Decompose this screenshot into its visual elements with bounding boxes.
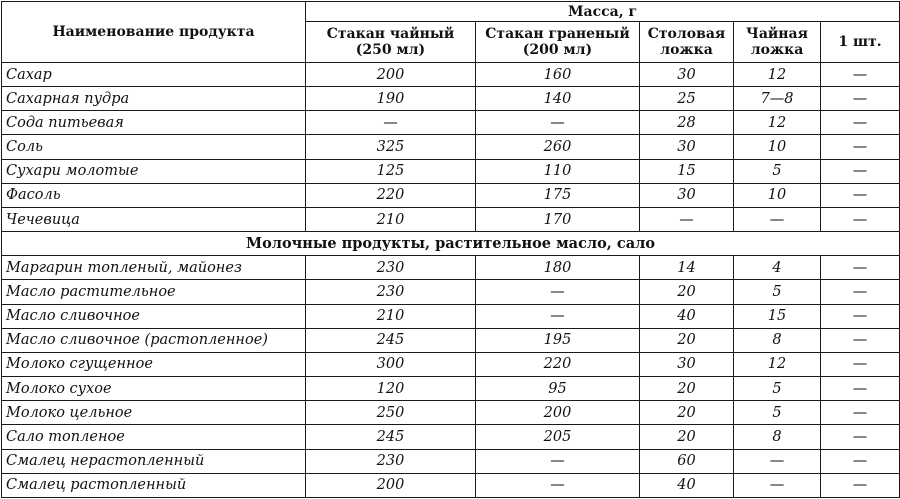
mass-value-cell: — xyxy=(306,111,476,135)
mass-value-cell: 260 xyxy=(476,135,640,159)
mass-value-cell: 230 xyxy=(306,256,476,280)
mass-value-cell: 30 xyxy=(640,352,734,376)
section-title: Молочные продукты, растительное масло, сало xyxy=(2,232,900,256)
header-glass-faceted xyxy=(476,22,640,63)
mass-value-cell: 10 xyxy=(734,135,821,159)
mass-value-cell: — xyxy=(734,473,821,497)
mass-value-cell: 10 xyxy=(734,183,821,207)
header-glass-tea xyxy=(306,22,476,63)
mass-value-cell: — xyxy=(821,183,900,207)
mass-value-cell: 180 xyxy=(476,256,640,280)
product-name-cell: Маргарин топленый, майонез xyxy=(2,256,306,280)
mass-value-cell: 250 xyxy=(306,401,476,425)
mass-value-cell: 170 xyxy=(476,207,640,231)
header-mass: Масса, г xyxy=(306,2,900,22)
mass-value-cell: 210 xyxy=(306,304,476,328)
mass-value-cell: 5 xyxy=(734,280,821,304)
mass-value-cell: 205 xyxy=(476,425,640,449)
product-name-cell: Фасоль xyxy=(2,183,306,207)
mass-value-cell: — xyxy=(821,449,900,473)
header-teaspoon xyxy=(734,22,821,63)
mass-value-cell: — xyxy=(734,449,821,473)
mass-value-cell: 230 xyxy=(306,280,476,304)
mass-value-cell: 8 xyxy=(734,328,821,352)
header-glass-tea-line1: Стакан чайный xyxy=(326,26,455,42)
mass-value-cell: — xyxy=(476,280,640,304)
product-name-cell: Чечевица xyxy=(2,207,306,231)
header-tablespoon-line1: Столовая xyxy=(647,26,726,42)
mass-value-cell: — xyxy=(821,159,900,183)
mass-value-cell: 325 xyxy=(306,135,476,159)
mass-value-cell: 20 xyxy=(640,401,734,425)
mass-value-cell: — xyxy=(821,473,900,497)
mass-value-cell: 12 xyxy=(734,63,821,87)
mass-value-cell: — xyxy=(821,135,900,159)
mass-value-cell: — xyxy=(821,111,900,135)
mass-value-cell: 5 xyxy=(734,377,821,401)
table-row xyxy=(2,425,900,449)
mass-table xyxy=(1,1,900,498)
mass-value-cell: 125 xyxy=(306,159,476,183)
header-teaspoon-line2: ложка xyxy=(750,42,804,58)
header-per-piece: 1 шт. xyxy=(821,22,900,63)
table-row xyxy=(2,87,900,111)
table-row xyxy=(2,473,900,497)
product-name-cell: Молоко цельное xyxy=(2,401,306,425)
mass-value-cell: — xyxy=(821,256,900,280)
product-name-cell: Молоко сухое xyxy=(2,377,306,401)
mass-value-cell: 220 xyxy=(306,183,476,207)
table-row xyxy=(2,111,900,135)
product-name-cell: Соль xyxy=(2,135,306,159)
product-name-cell: Масло сливочное xyxy=(2,304,306,328)
mass-value-cell: — xyxy=(640,207,734,231)
table-row xyxy=(2,449,900,473)
mass-value-cell: 12 xyxy=(734,111,821,135)
mass-value-cell: 30 xyxy=(640,135,734,159)
header-tablespoon xyxy=(640,22,734,63)
product-name-cell: Сода питьевая xyxy=(2,111,306,135)
mass-value-cell: 30 xyxy=(640,63,734,87)
mass-value-cell: 25 xyxy=(640,87,734,111)
mass-value-cell: 20 xyxy=(640,425,734,449)
mass-value-cell: 110 xyxy=(476,159,640,183)
mass-value-cell: — xyxy=(821,352,900,376)
table-row xyxy=(2,280,900,304)
product-name-cell: Смалец растопленный xyxy=(2,473,306,497)
section-row xyxy=(2,232,900,256)
mass-value-cell: 140 xyxy=(476,87,640,111)
mass-value-cell: — xyxy=(821,425,900,449)
product-name-cell: Сахарная пудра xyxy=(2,87,306,111)
mass-value-cell: 4 xyxy=(734,256,821,280)
table-row xyxy=(2,63,900,87)
table-row xyxy=(2,135,900,159)
product-name-cell: Сухари молотые xyxy=(2,159,306,183)
mass-value-cell: 245 xyxy=(306,328,476,352)
mass-value-cell: — xyxy=(821,63,900,87)
product-name-cell: Сало топленое xyxy=(2,425,306,449)
mass-value-cell: 210 xyxy=(306,207,476,231)
table-row xyxy=(2,328,900,352)
mass-value-cell: 230 xyxy=(306,449,476,473)
mass-value-cell: — xyxy=(821,304,900,328)
mass-value-cell: 160 xyxy=(476,63,640,87)
mass-value-cell: — xyxy=(821,87,900,111)
table-row xyxy=(2,256,900,280)
mass-value-cell: 245 xyxy=(306,425,476,449)
product-name-cell: Сахар xyxy=(2,63,306,87)
mass-value-cell: 60 xyxy=(640,449,734,473)
mass-value-cell: 195 xyxy=(476,328,640,352)
table-row xyxy=(2,352,900,376)
header-glass-faceted-line2: (200 мл) xyxy=(522,42,593,58)
table-row xyxy=(2,207,900,231)
mass-value-cell: — xyxy=(821,401,900,425)
table-row xyxy=(2,401,900,425)
product-name-cell: Масло сливочное (растопленное) xyxy=(2,328,306,352)
mass-value-cell: 190 xyxy=(306,87,476,111)
mass-value-cell: 30 xyxy=(640,183,734,207)
mass-value-cell: 15 xyxy=(640,159,734,183)
mass-value-cell: 28 xyxy=(640,111,734,135)
mass-value-cell: 5 xyxy=(734,159,821,183)
mass-value-cell: 20 xyxy=(640,328,734,352)
product-name-cell: Масло растительное xyxy=(2,280,306,304)
mass-value-cell: — xyxy=(476,473,640,497)
table-row xyxy=(2,159,900,183)
mass-value-cell: 200 xyxy=(476,401,640,425)
mass-value-cell: 5 xyxy=(734,401,821,425)
header-teaspoon-line1: Чайная xyxy=(746,26,808,42)
mass-value-cell: 300 xyxy=(306,352,476,376)
mass-value-cell: 20 xyxy=(640,280,734,304)
mass-value-cell: 7—8 xyxy=(734,87,821,111)
header-product-name: Наименование продукта xyxy=(2,2,306,63)
mass-value-cell: 8 xyxy=(734,425,821,449)
table-row xyxy=(2,183,900,207)
mass-value-cell: — xyxy=(821,328,900,352)
mass-value-cell: 14 xyxy=(640,256,734,280)
mass-value-cell: 200 xyxy=(306,473,476,497)
table-body xyxy=(2,63,900,498)
mass-value-cell: 20 xyxy=(640,377,734,401)
mass-value-cell: — xyxy=(476,304,640,328)
table-row xyxy=(2,304,900,328)
product-name-cell: Молоко сгущенное xyxy=(2,352,306,376)
mass-value-cell: 95 xyxy=(476,377,640,401)
mass-value-cell: 200 xyxy=(306,63,476,87)
table-row xyxy=(2,377,900,401)
mass-value-cell: 120 xyxy=(306,377,476,401)
mass-value-cell: — xyxy=(476,449,640,473)
product-name-cell: Смалец нерастопленный xyxy=(2,449,306,473)
mass-value-cell: — xyxy=(476,111,640,135)
mass-value-cell: — xyxy=(821,377,900,401)
header-tablespoon-line2: ложка xyxy=(660,42,713,58)
mass-value-cell: 15 xyxy=(734,304,821,328)
mass-value-cell: 175 xyxy=(476,183,640,207)
mass-value-cell: 40 xyxy=(640,473,734,497)
mass-value-cell: — xyxy=(734,207,821,231)
mass-value-cell: 40 xyxy=(640,304,734,328)
mass-value-cell: 220 xyxy=(476,352,640,376)
mass-value-cell: — xyxy=(821,280,900,304)
header-glass-faceted-line1: Стакан граненый xyxy=(485,26,630,42)
mass-value-cell: 12 xyxy=(734,352,821,376)
mass-value-cell: — xyxy=(821,207,900,231)
header-glass-tea-line2: (250 мл) xyxy=(355,42,426,58)
